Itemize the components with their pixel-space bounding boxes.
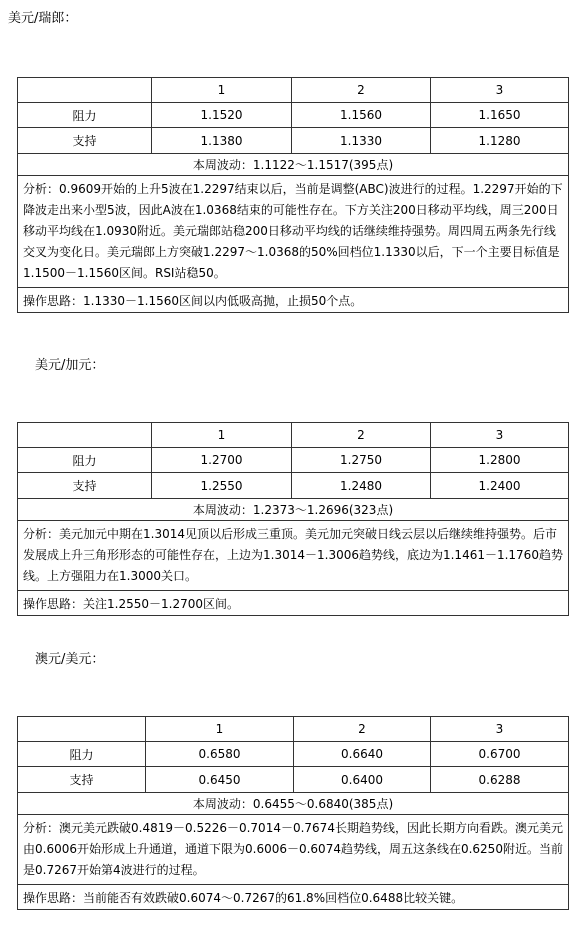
- strategy-row: [18, 885, 569, 910]
- support-level-3: 1.2400: [431, 473, 569, 499]
- row-label: 支持: [18, 473, 152, 499]
- weekly-range: 本周波动：1.2373～1.2696(323点): [18, 499, 569, 521]
- header-corner-cell: [18, 717, 146, 742]
- support-row: [18, 473, 569, 499]
- support-level-3: 0.6288: [431, 767, 569, 793]
- row-label: 阻力: [18, 103, 152, 128]
- column-header: 1: [152, 78, 292, 103]
- column-header: 3: [431, 78, 569, 103]
- header-corner-cell: [18, 423, 152, 448]
- column-header: 3: [431, 717, 569, 742]
- resistance-level-3: 0.6700: [431, 742, 569, 767]
- audusd-table: [17, 716, 569, 910]
- resistance-level-2: 1.1560: [292, 103, 431, 128]
- weekly-range-row: [18, 793, 569, 815]
- resistance-row: [18, 742, 569, 767]
- header-corner-cell: [18, 78, 152, 103]
- support-row: [18, 767, 569, 793]
- resistance-level-2: 0.6640: [294, 742, 431, 767]
- analysis-row: [18, 815, 569, 885]
- support-level-2: 1.2480: [292, 473, 431, 499]
- analysis-text: 分析：澳元美元跌破0.4819－0.5226－0.7014－0.7674长期趋势线，因此长期方向看跌。澳元美元由0.6006开始形成上升通道，通道下限为0.6006－0.6074趋势线，周五这条线在0.6250附近。当前是0.7267开始第4波进行的过程。: [18, 815, 569, 885]
- analysis-row: [18, 176, 569, 288]
- analysis-text: 分析：美元加元中期在1.3014见顶以后形成三重顶。美元加元突破日线云层以后继续维持强势。后市发展成上升三角形形态的可能性存在，上边为1.3014－1.3006趋势线，底边为1.1461－1.1760趋势线。上方强阻力在1.3000关口。: [18, 521, 569, 591]
- resistance-level-2: 1.2750: [292, 448, 431, 473]
- usdchf-table: [17, 77, 569, 313]
- resistance-level-3: 1.1650: [431, 103, 569, 128]
- weekly-range-row: [18, 154, 569, 176]
- weekly-range: 本周波动：0.6455～0.6840(385点): [18, 793, 569, 815]
- row-label: 支持: [18, 767, 146, 793]
- column-header: 1: [146, 717, 294, 742]
- resistance-level-1: 1.1520: [152, 103, 292, 128]
- row-label: 阻力: [18, 742, 146, 767]
- resistance-row: [18, 448, 569, 473]
- support-level-1: 1.1380: [152, 128, 292, 154]
- strategy-text: 操作思路：关注1.2550－1.2700区间。: [18, 591, 569, 616]
- resistance-level-1: 1.2700: [152, 448, 292, 473]
- column-header: 1: [152, 423, 292, 448]
- column-header: 2: [294, 717, 431, 742]
- strategy-row: [18, 591, 569, 616]
- strategy-row: [18, 288, 569, 313]
- section-title-audusd: 澳元/美元：: [35, 652, 105, 667]
- section-title-usdchf: 美元/瑞郎：: [8, 11, 78, 26]
- table-header-row: [18, 78, 569, 103]
- row-label: 阻力: [18, 448, 152, 473]
- support-row: [18, 128, 569, 154]
- column-header: 2: [292, 423, 431, 448]
- strategy-text: 操作思路：当前能否有效跌破0.6074～0.7267的61.8%回档位0.6488比较关键。: [18, 885, 569, 910]
- weekly-range-row: [18, 499, 569, 521]
- support-level-2: 1.1330: [292, 128, 431, 154]
- analysis-row: [18, 521, 569, 591]
- support-level-1: 0.6450: [146, 767, 294, 793]
- table-header-row: [18, 717, 569, 742]
- resistance-level-3: 1.2800: [431, 448, 569, 473]
- resistance-level-1: 0.6580: [146, 742, 294, 767]
- column-header: 2: [292, 78, 431, 103]
- usdcad-table: [17, 422, 569, 616]
- support-level-2: 0.6400: [294, 767, 431, 793]
- column-header: 3: [431, 423, 569, 448]
- support-level-1: 1.2550: [152, 473, 292, 499]
- strategy-text: 操作思路：1.1330－1.1560区间以内低吸高抛，止损50个点。: [18, 288, 569, 313]
- support-level-3: 1.1280: [431, 128, 569, 154]
- section-title-usdcad: 美元/加元：: [35, 358, 105, 373]
- row-label: 支持: [18, 128, 152, 154]
- table-header-row: [18, 423, 569, 448]
- analysis-text: 分析：0.9609开始的上升5波在1.2297结束以后，当前是调整(ABC)波进行的过程。1.2297开始的下降波走出来小型5波，因此A波在1.0368结束的可能性存在。下方关注200日移动平均线，周三200日移动平均线在1.0930附近。美元瑞郎站稳200日移动平均线的话继续维持强势。周四周五两条先行线交叉为变化日。美元瑞郎上方突破1.2297～1.0368的50%回档位1.1330以后，下一个主要目标值是1.1500－1.1560区间。RSI站稳50。: [18, 176, 569, 288]
- resistance-row: [18, 103, 569, 128]
- weekly-range: 本周波动：1.1122～1.1517(395点): [18, 154, 569, 176]
